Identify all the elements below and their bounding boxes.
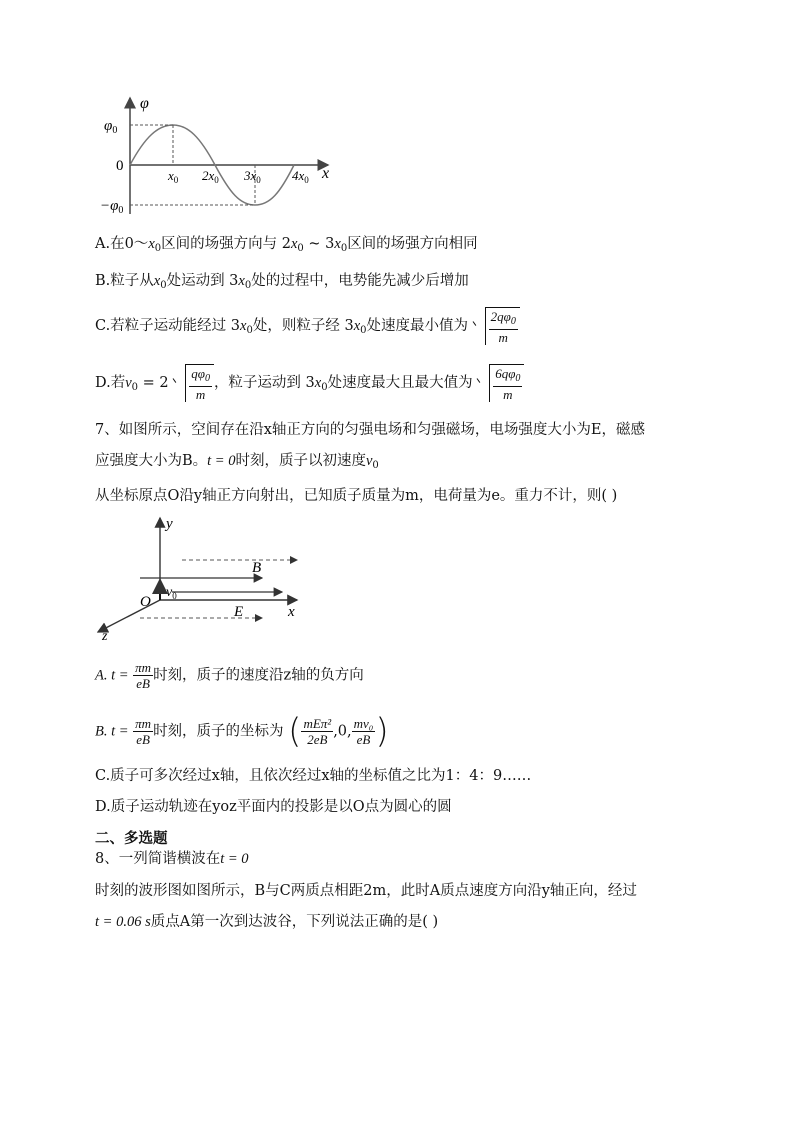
q8-stem-line1: 8、一列简谐横波在t = 0 (95, 851, 249, 867)
svg-text:v0: $v_0$ (166, 585, 177, 601)
sqrt-2qphi0-m: $\frac{2q\varphi_0}{m}$ (473, 307, 520, 345)
q7-option-c: C.质子可多次经过x轴，且依次经过x轴的坐标值之比为1：4：9…… (95, 768, 532, 784)
origin-label: 0 (116, 158, 124, 174)
field-axes-diagram (92, 512, 312, 642)
potential-graph (100, 92, 340, 222)
sqrt-6qphi0-m: $\frac{6q\varphi_0}{m}$ (477, 364, 524, 402)
q8-stem-line3: t = 0.06 s质点A第一次到达波谷，下列说法正确的是( ) (95, 914, 439, 930)
q6-option-c: C.若粒子运动能经过 $3x_0$处，则粒子经 $3x_0$处速度最小值为 $\frac{2q\varphi_0}{m}$ (95, 307, 520, 345)
phi0-label: $\varphi_0$ (104, 118, 118, 136)
y-axis-label: φ (140, 95, 149, 112)
svg-text:y: y (166, 516, 173, 532)
tick-4x0: $4x_0$ (292, 168, 309, 185)
neg-phi0-label: $-\varphi_0$ (100, 198, 124, 216)
q8-stem-line2: 时刻的波形图如图所示，B与C两质点相距2m，此时A质点速度方向沿y轴正向，经过 (95, 883, 637, 899)
q7-option-d: D.质子运动轨迹在yoz平面内的投影是以O点为圆心的圆 (95, 799, 452, 815)
q6-option-a: A.在$0\sim x_0$区间的场强方向与 $2x_0$ ~ $3x_0$区间的场强方向相同 (95, 236, 478, 254)
svg-text:z: z (102, 629, 108, 642)
q7-stem-line3: 从坐标原点O沿y轴正方向射出，已知质子质量为m，电荷量为e。重力不计，则( ) (95, 488, 618, 504)
q6-option-d: D.若$v_0 = 2$ $\frac{q\varphi_0}{m}$ ，粒子运动到 $3x_0$处速度最大且最大值为 $\frac{6q\varphi_0}{m}$ (95, 364, 524, 402)
svg-text:O: O (140, 594, 151, 610)
section-heading: 二、多选题 (95, 830, 168, 847)
tick-2x0: $2x_0$ (202, 168, 219, 185)
x-axis-label: x (322, 165, 330, 182)
svg-text:x: x (288, 604, 295, 620)
tick-3x0: $3x_0$ (244, 168, 261, 185)
q7-option-a: A. t = $\frac{\pi m}{eB}$ 时刻，质子的速度沿z轴的负方向 (95, 660, 364, 691)
q7-stem-line1: 7、如图所示，空间存在沿x轴正方向的匀强电场和匀强磁场，电场强度大小为E，磁感 (95, 422, 645, 438)
q7-stem-line2: 应强度大小为B。t = 0时刻，质子以初速度$v_0$ (95, 453, 379, 471)
tick-x0: $x_0$ (168, 168, 179, 185)
svg-text:B: B (252, 560, 262, 576)
q6-option-b: B.粒子从$x_0$处运动到 $3x_0$处的过程中，电势能先减少后增加 (95, 273, 469, 291)
sqrt-qphi0-m: $\frac{q\varphi_0}{m}$ (173, 364, 214, 402)
svg-text:E: E (234, 604, 244, 620)
q7-option-b: B. t = $\frac{\pi m}{eB}$ 时刻，质子的坐标为 ( $\frac{\text{mEπ²}}{2eB}$ ,0, $\frac{\text{mv₀}}{eB}$ ) (95, 711, 389, 752)
